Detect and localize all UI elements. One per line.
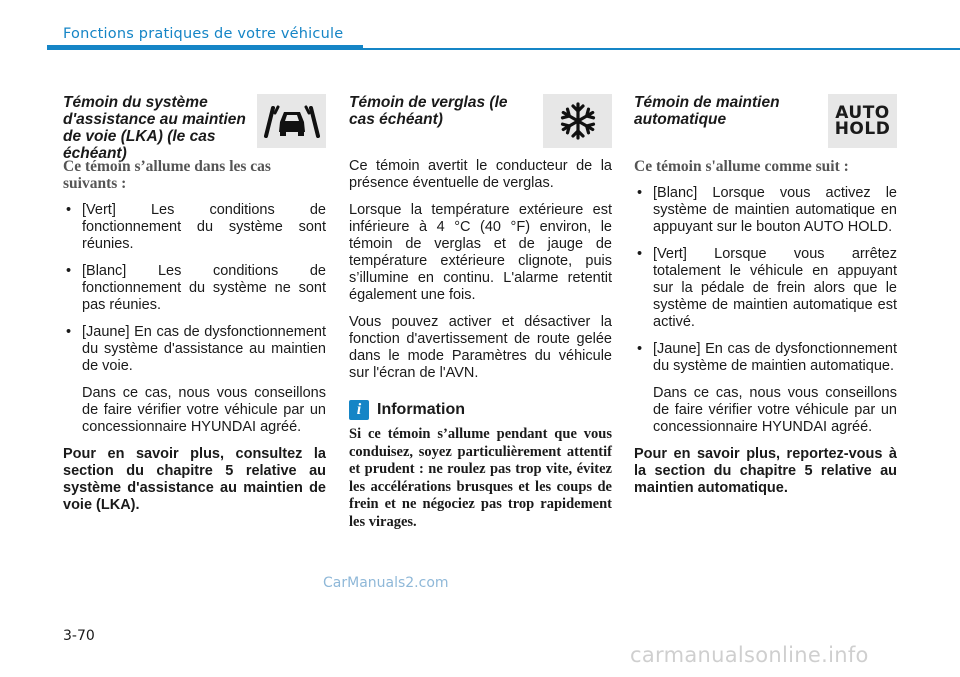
column-auto-hold — [634, 94, 897, 497]
ice-paragraph-2: Lorsque la température extérieure est inférieure à 4 °C (40 °F) environ, le témoin de verglas et de jauge de température extérieure clignote, puis s’illumine en continu. L'alarme retentit également une fois. — [349, 202, 612, 303]
watermark-carmanualsonline: carmanualsonline.info — [630, 643, 869, 667]
column-ice-warning — [349, 94, 612, 531]
list-item-text: [Jaune] En cas de dysfonctionnement du système d'assistance au maintien de voie. — [82, 324, 326, 374]
column-lka — [63, 94, 326, 514]
ice-title: Témoin de verglas (le cas échéant) — [349, 94, 508, 128]
header-rule-thick — [47, 45, 363, 50]
header-rule-thin — [363, 48, 960, 50]
list-item: • [Vert] Lorsque vous arrêtez totalement le véhicule en appuyant sur la pédale de frein alors que le système de maintien automatique est activé. — [634, 246, 897, 331]
ice-paragraph-3: Vous pouvez activer et désactiver la fonction d'avertissement de route gelée dans le mode Paramètres du véhicule sur l'écran de l'AVN. — [349, 314, 612, 381]
list-item: • [Blanc] Lorsque vous activez le système de maintien automatique en appuyant sur le bouton AUTO HOLD. — [634, 185, 897, 236]
section-header-title: Fonctions pratiques de votre véhicule — [63, 26, 344, 42]
list-item-subtext: Dans ce cas, nous vous conseillons de faire vérifier votre véhicule par un concessionnaire HYUNDAI agréé. — [82, 385, 326, 435]
lka-reference: Pour en savoir plus, consultez la section du chapitre 5 relative au système d'assistance au maintien de voie (LKA). — [63, 446, 326, 513]
list-item-subtext: Dans ce cas, nous vous conseillons de faire vérifier votre véhicule par un concessionnaire HYUNDAI agréé. — [653, 385, 897, 435]
info-icon: i — [349, 400, 369, 420]
information-heading — [349, 400, 612, 420]
ice-paragraph-1: Ce témoin avertit le conducteur de la présence éventuelle de verglas. — [349, 158, 612, 191]
lka-lead: Ce témoin s’allume dans les cas suivants : — [63, 158, 271, 192]
auto-hold-list — [634, 185, 897, 436]
auto-hold-lead: Ce témoin s'allume comme suit : — [634, 158, 849, 175]
auto-hold-reference: Pour en savoir plus, reportez-vous à la section du chapitre 5 relative au maintien automatique. — [634, 446, 897, 496]
watermark-carmanuals2: CarManuals2.com — [323, 575, 449, 591]
list-item — [63, 324, 326, 436]
list-item-text: [Jaune] En cas de dysfonctionnement du système de maintien automatique. — [653, 341, 897, 374]
information-text: Si ce témoin s’allume pendant que vous conduisez, soyez particulièrement attentif et prudent : ne roulez pas trop vite, évitez les accélérations brusques et les coups de frein et ne négociez pas trop rapidement les virages. — [349, 426, 612, 530]
ice-heading-block — [349, 94, 612, 158]
lka-list — [63, 202, 326, 436]
information-title: Information — [377, 401, 465, 418]
list-item: • [Blanc] Les conditions de fonctionnement du système ne sont pas réunies. — [63, 263, 326, 314]
snowflake-icon — [543, 94, 612, 148]
auto-hold-heading-block — [634, 94, 897, 158]
list-item — [634, 341, 897, 436]
auto-hold-title: Témoin de maintien automatique — [634, 94, 780, 128]
auto-hold-icon-line2: HOLD — [834, 119, 891, 139]
lane-keeping-assist-icon — [257, 94, 326, 148]
lka-title: Témoin du système d'assistance au maintien de voie (LKA) (le cas échéant) — [63, 94, 246, 162]
auto-hold-icon — [828, 94, 897, 148]
auto-hold-icon-line1: AUTO — [835, 103, 890, 123]
list-item: • [Vert] Les conditions de fonctionnement du système sont réunies. — [63, 202, 326, 253]
lka-heading-block — [63, 94, 326, 162]
page-number: 3-70 — [63, 628, 95, 644]
